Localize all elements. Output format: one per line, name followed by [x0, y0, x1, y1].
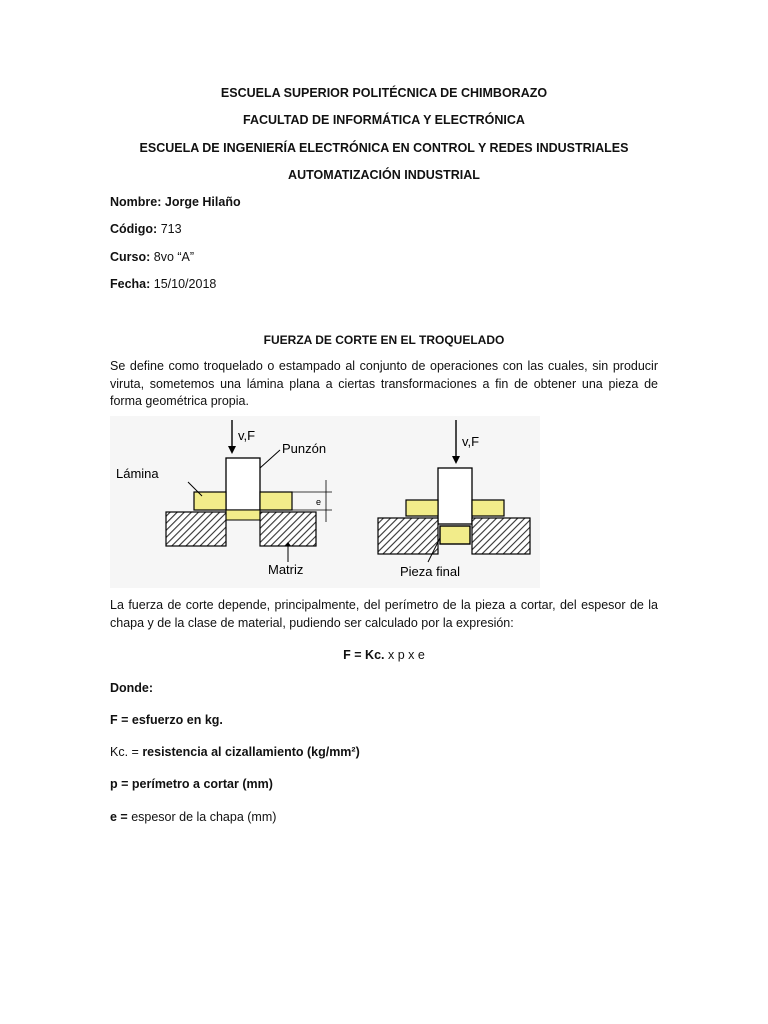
section-title: FUERZA DE CORTE EN EL TROQUELADO: [263, 333, 505, 347]
header-school: ESCUELA DE INGENIERÍA ELECTRÓNICA EN CONTROL Y REDES INDUSTRIALES: [139, 141, 629, 155]
field-codigo-value: 713: [160, 222, 182, 236]
punch-right: [438, 468, 472, 524]
troquelado-figure: [110, 416, 540, 588]
donde-label: Donde:: [110, 681, 154, 695]
thickness-label: e: [316, 497, 322, 507]
field-codigo-label: Código:: [110, 222, 158, 236]
header-institution: ESCUELA SUPERIOR POLITÉCNICA DE CHIMBORAZO: [220, 86, 548, 100]
field-fecha: [110, 277, 216, 291]
definition-f: [110, 713, 223, 727]
formula-bold: F = Kc.: [343, 648, 385, 662]
formula-rest: x p x e: [384, 648, 425, 662]
field-nombre-value: Jorge Hilaño: [164, 195, 241, 209]
definition-p: [110, 777, 273, 791]
die-right: [260, 512, 316, 546]
definition-f-symbol: F =: [110, 713, 132, 727]
sheet-cut: [226, 510, 260, 520]
sheet-right-left: [406, 500, 438, 516]
formula: [0, 648, 768, 662]
punch: [226, 458, 260, 510]
definition-e: [110, 810, 276, 824]
sheet-left: [194, 492, 226, 510]
field-curso: [110, 250, 194, 264]
field-curso-value: 8vo “A”: [153, 250, 195, 264]
final-piece: [440, 526, 470, 544]
force-label-left: v,F: [238, 428, 256, 443]
definition-e-symbol: e =: [110, 810, 132, 824]
definition-p-text: perímetro a cortar (mm): [131, 777, 273, 791]
definition-f-text: esfuerzo en kg.: [131, 713, 223, 727]
field-curso-label: Curso:: [110, 250, 151, 264]
definition-kc: [110, 745, 360, 759]
definition-kc-text: resistencia al cizallamiento (kg/mm²): [142, 745, 360, 759]
die-label: Matriz: [268, 562, 304, 577]
die-left: [166, 512, 226, 546]
definition-kc-symbol: Kc. =: [110, 745, 143, 759]
piece-label: Pieza final: [400, 564, 460, 579]
sheet-label: Lámina: [116, 466, 159, 481]
intro-paragraph: Se define como troquelado o estampado al conjunto de operaciones con las cuales, sin producir viruta, sometemos una lámina plana a ciertas transformaciones a fin de obtener una pieza de forma geométrica propia.: [110, 359, 658, 408]
definition-p-symbol: p =: [110, 777, 132, 791]
field-codigo: [110, 222, 182, 236]
field-nombre: [110, 195, 241, 209]
force-label-right: v,F: [462, 434, 480, 449]
die-right-right: [472, 518, 530, 554]
header-faculty: FACULTAD DE INFORMÁTICA Y ELECTRÓNICA: [243, 113, 525, 127]
punch-label: Punzón: [282, 441, 327, 456]
sheet-right: [260, 492, 292, 510]
die-right-left: [378, 518, 438, 554]
header-course-name: AUTOMATIZACIÓN INDUSTRIAL: [288, 168, 480, 182]
definition-e-text: espesor de la chapa (mm): [131, 810, 277, 824]
force-paragraph: La fuerza de corte depende, principalmente, del perímetro de la pieza a cortar, del espesor de la chapa y de la clase de material, pudiendo ser calculado por la expresión:: [110, 598, 658, 630]
sheet-right-right: [472, 500, 504, 516]
field-fecha-value: 15/10/2018: [153, 277, 217, 291]
field-nombre-label: Nombre:: [110, 195, 162, 209]
field-fecha-label: Fecha:: [110, 277, 151, 291]
